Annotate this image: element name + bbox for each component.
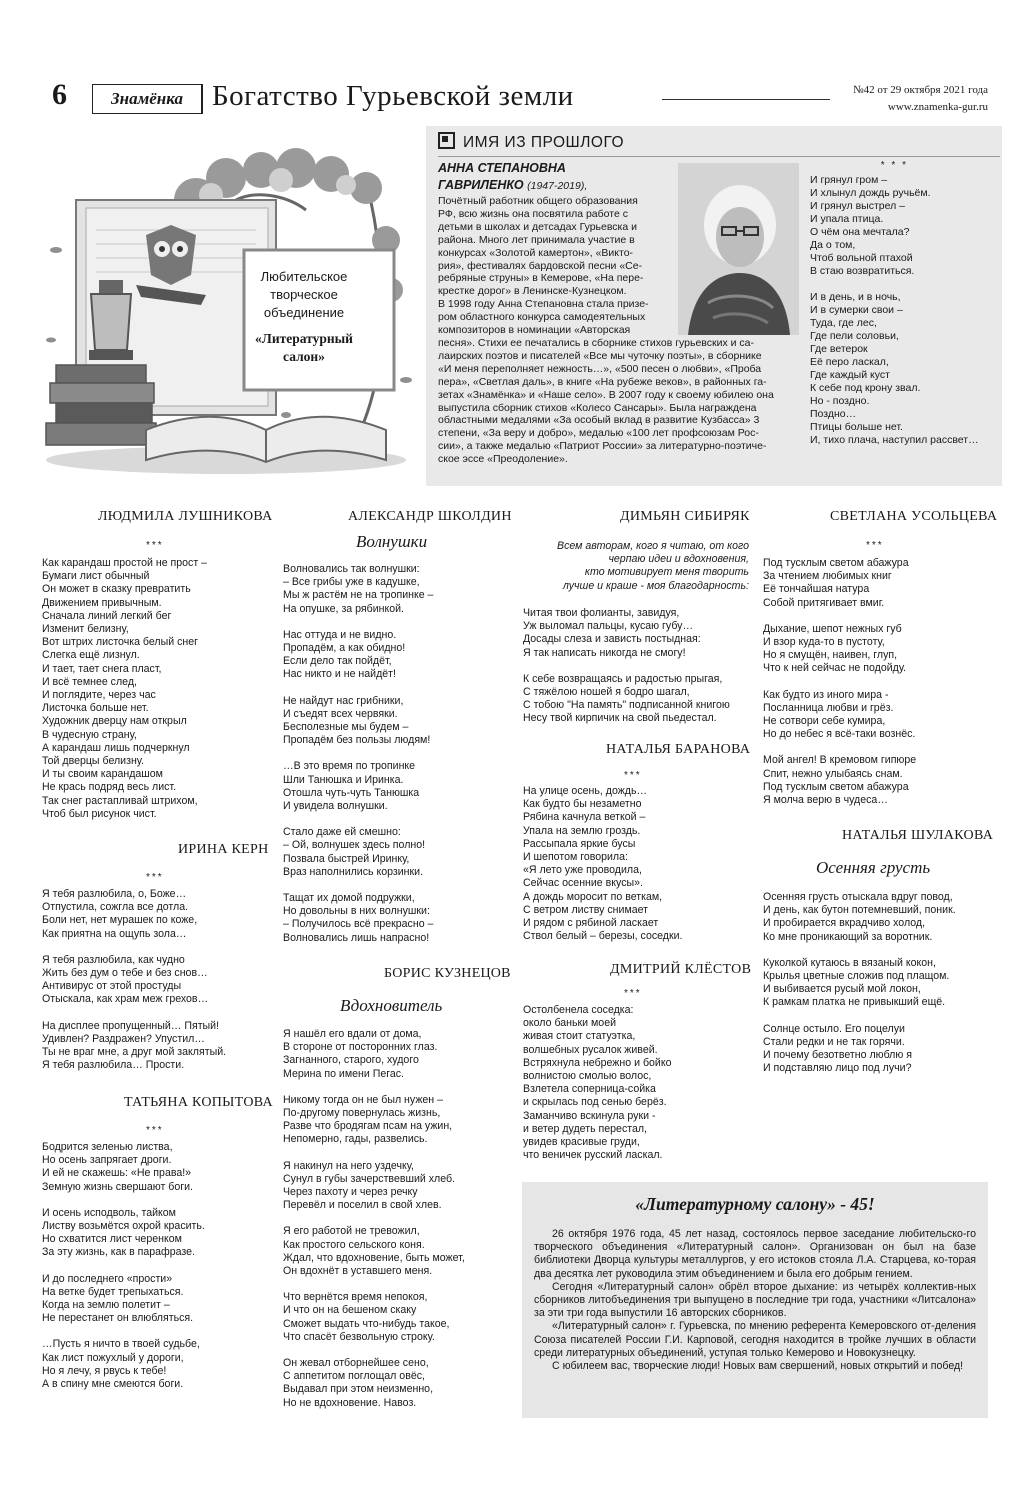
poem-line: Крылья цветные сложив под плащом. xyxy=(763,970,950,983)
poem-stanza xyxy=(42,1141,264,1194)
poem-stars: *** xyxy=(146,872,164,883)
poem-text xyxy=(283,1028,505,1423)
poem-line: Где каждый куст xyxy=(810,369,890,381)
text-line: рия», фестивалях бардовской песни «Се- xyxy=(438,259,643,272)
poem-line: Рассыпала яркие бусы xyxy=(523,837,636,850)
poem-line: И взор куда-то в пустоту, xyxy=(763,636,885,649)
text-line: лаирских поэтов и писателей «Все мы чуточку поэты», в сборнике xyxy=(438,349,762,362)
poem-line: С тяжёлою ношей я бодро шагал, xyxy=(523,686,690,699)
poem-line: Туда, где лес, xyxy=(810,317,877,329)
poem-line: Сунул в губы зачерствевший хлеб. xyxy=(283,1172,455,1185)
poem-line: Через пахоту и через речку xyxy=(283,1186,418,1199)
poem-line: – Ой, волнушек здесь полно! xyxy=(283,839,426,852)
poem-line: Как будто бы незаметно xyxy=(523,798,642,811)
poem-stanza xyxy=(283,1225,505,1278)
poem-line: С ветром листву снимает xyxy=(523,903,649,916)
poem-text xyxy=(523,1004,749,1175)
poem-line: За эту жизнь, как в парафразе. xyxy=(42,1246,196,1259)
poem-line: Враз наполнились корзинки. xyxy=(283,865,424,878)
author-name: БОРИС КУЗНЕЦОВ xyxy=(384,966,511,981)
poem-stanza xyxy=(810,174,998,278)
poem-line: Чтоб вольной птахой xyxy=(810,252,913,264)
poem-line: Как приятна на ощупь зола… xyxy=(42,927,187,940)
poem-text xyxy=(763,891,991,1088)
poem-text xyxy=(42,888,264,1085)
poem-line: И в сумерки свои – xyxy=(810,304,903,316)
poem-line: Загнанного, старого, худого xyxy=(283,1054,419,1067)
poem-line: Куколкой кутаюсь в вязаный кокон, xyxy=(763,956,936,969)
text-line: Всем авторам, кого я читаю, от кого xyxy=(557,540,749,552)
caption-line: объединение xyxy=(263,305,345,320)
poem-line: И хлынул дождь ручьём. xyxy=(810,187,931,199)
poem-line: Пропадём без пользы людям! xyxy=(283,734,431,747)
poem-line: К себе возвращаясь и радостью прыгая, xyxy=(523,672,723,685)
poem-stanza xyxy=(42,1207,264,1260)
poem-line: волнистою смолью волос, xyxy=(523,1070,652,1083)
poem-line: И поглядите, через час xyxy=(42,689,156,702)
poem-line: С аппетитом поглощал овёс, xyxy=(283,1370,425,1383)
poem-line: Что спасёт безвольную строку. xyxy=(283,1330,435,1343)
poem-line: И съедят всех червяки. xyxy=(283,707,398,720)
poem-line: Он вдохнёт в уставшего меня. xyxy=(283,1265,433,1278)
poem-text xyxy=(42,557,262,834)
poem-line: Когда на землю полетит – xyxy=(42,1299,170,1312)
poem-stanza xyxy=(283,1291,505,1344)
poem-line: Бесполезные мы будем – xyxy=(283,721,409,734)
poem-line: Не сотвори себе кумира, xyxy=(763,715,886,728)
text-line: ское эссе «Преодоление». xyxy=(438,453,568,466)
anniversary-paragraph: 26 октября 1976 года, 45 лет назад, состоялось первое заседание любительско-го творческого объединения «Литературный салон». Организован он был на базе библиотеки Дворца культуры металлургов, у его истоков стояла Л.А. Старцева, ко-торая два десятка лет руководила этим объединением и была его добрым гением. xyxy=(534,1228,976,1280)
poem-line: Собой притягивает вмиг. xyxy=(763,596,885,609)
poem-line: Я тебя разлюбила… Прости. xyxy=(42,1059,185,1072)
anniversary-text xyxy=(534,1228,976,1373)
text-line: сии», а также медалью «Патриот России» за литературно-поэтиче- xyxy=(438,440,767,453)
poem-line: И упала птица. xyxy=(810,213,884,225)
poem-line: Вот штрих листочка белый снег xyxy=(42,636,198,649)
poem-stanza xyxy=(283,1028,505,1081)
poem-line: Уж выломал пальцы, кусаю губу… xyxy=(523,620,694,633)
poem-line: и скрылась под сенью берёз. xyxy=(523,1096,667,1109)
poem-stanza xyxy=(283,826,505,879)
poem-stars: *** xyxy=(146,540,164,551)
poem-line: На опушке, за рябинкой. xyxy=(283,602,404,615)
poem-line: Но я смущён, наивен, глуп, xyxy=(763,649,898,662)
poem-line: Выдавал при этом неизменно, xyxy=(283,1383,434,1396)
person-years: (1947-2019), xyxy=(527,180,588,192)
poem-line: Рябина качнула веткой – xyxy=(523,811,646,824)
poem-line: Я так написать никогда не смогу! xyxy=(523,646,686,659)
poem-line: Но не вдохновение. Навоз. xyxy=(283,1396,417,1409)
poem-line: Перевёл и поселил в свой хлев. xyxy=(283,1199,442,1212)
author-name: СВЕТЛАНА УСОЛЬЦЕВА xyxy=(830,509,998,524)
poem-stanza xyxy=(42,1273,264,1326)
poem-line: На ветке будет трепыхаться. xyxy=(42,1285,184,1298)
club-name-line: салон» xyxy=(283,349,325,364)
author-name: ЛЮДМИЛА ЛУШНИКОВА xyxy=(98,509,273,524)
poem-line: В стаю возвратиться. xyxy=(810,265,915,277)
poem-line: Мой ангел! В кремовом гипюре xyxy=(763,754,917,767)
anniversary-paragraph: Сегодня «Литературный салон» обрёл второе дыхание: из четырёх коллектив-ных сборников литобъединения три выпущено в последние три года, участники «Литсалона» за эти три года выпустили 16 авторских сборников. xyxy=(534,1280,976,1320)
poem-stanza xyxy=(763,689,991,742)
poem-line: Нас никто и не найдёт! xyxy=(283,668,396,681)
poem-line: Стали редки и не так горячи. xyxy=(763,1035,905,1048)
author-name: АЛЕКСАНДР ШКОЛДИН xyxy=(348,509,512,524)
poem-line: Под тусклым светом абажура xyxy=(763,557,909,569)
name-box-heading xyxy=(438,132,624,152)
poem-line: Спит, нежно улыбаясь снам. xyxy=(763,767,903,780)
poem-line: Движением привычным. xyxy=(42,596,162,609)
anniversary-paragraph: «Литературный салон» г. Гурьевска, по мнению референта Кемеровского от-деления Союза писателей России Г.И. Карповой, сегодня находится в тройке лучших в области среди литературных объединений, уступая только Кемерово и Новокузнецку. xyxy=(534,1320,976,1359)
poem-line: Листву возьмётся охрой красить. xyxy=(42,1220,205,1233)
poem-line: Он жевал отборнейшее сено, xyxy=(283,1357,429,1370)
poem-line: Остолбенела соседка: xyxy=(523,1004,634,1016)
poem-line: Непомерно, гады, развелись. xyxy=(283,1133,428,1146)
poem-line: С тобою "На память" подписанной книгою xyxy=(523,699,730,712)
poem-stanza xyxy=(523,1004,749,1162)
poem-stars: *** xyxy=(624,770,642,781)
text-line: ребряные струны» в Кемерове, «На пере- xyxy=(438,272,644,285)
poem-line: Жить без дум о тебе и без снов… xyxy=(42,967,208,980)
poem-line: А дождь моросит по веткам, xyxy=(523,890,663,903)
poem-line: И ей не скажешь: «Не права!» xyxy=(42,1167,192,1180)
poem-line: Он может в сказку превратить xyxy=(42,583,191,596)
poem-line: И грянул выстрел – xyxy=(810,200,905,212)
poem-line: …Пусть я ничто в твоей судьбе, xyxy=(42,1338,200,1351)
text-line: кто мотивирует меня творить xyxy=(584,566,749,579)
bio-poem xyxy=(810,174,998,460)
poem-line: Я тебя разлюбила, о, Боже… xyxy=(42,888,187,900)
poem-stanza xyxy=(763,557,991,610)
poem-line: Так снег растапливай штрихом, xyxy=(42,794,198,807)
bio-text-bottom xyxy=(438,337,800,466)
poem-stanza xyxy=(42,954,264,1007)
text-line: Почётный работник общего образования xyxy=(438,195,638,207)
bio-person-name xyxy=(438,160,668,195)
text-line: «И меня переполняет нежность…», «500 песен о любви», «Проба xyxy=(438,362,762,375)
poem-line: Разве что бродягам псам на ужин, xyxy=(283,1120,453,1133)
poem-stanza xyxy=(283,629,505,682)
poem-title: Осенняя грусть xyxy=(816,858,931,877)
poem-line: Ствол белый – березы, соседки. xyxy=(523,930,683,943)
author-name: ТАТЬЯНА КОПЫТОВА xyxy=(124,1095,273,1110)
poem-line: Встряхнула небрежно и бойко xyxy=(523,1056,672,1069)
poem-line: Ты не враг мне, а друг мой заклятый. xyxy=(42,1046,227,1059)
text-line: областными медалями «За особый вклад в развитие Кузбасса» 3 xyxy=(438,414,760,427)
poem-line: По-другому повернулась жизнь, xyxy=(283,1107,441,1120)
poem-stars: *** xyxy=(624,988,642,999)
poem-stanza xyxy=(283,695,505,748)
poem-text xyxy=(523,607,749,739)
poem-stanza xyxy=(42,1338,264,1391)
poem-line: Да о том, xyxy=(810,239,856,251)
newspaper-logo: Знамёнка xyxy=(92,84,203,114)
poem-line: Никому тогда он не был нужен – xyxy=(283,1093,443,1106)
poem-line: Мерина по имени Пегас. xyxy=(283,1067,404,1080)
poem-line: И грянул гром – xyxy=(810,174,888,186)
poem-line: Но до небес я всё-таки вознёс. xyxy=(763,728,916,741)
club-name-line: «Литературный xyxy=(255,331,353,346)
poem-line: Чтоб был рисунок чист. xyxy=(42,807,157,820)
poem-line: И подставляю лицо под лучи? xyxy=(763,1062,912,1075)
poem-line: Отыскала, как храм меж грехов… xyxy=(42,993,209,1006)
site-url: www.znamenka-gur.ru xyxy=(887,101,988,113)
page-number: 6 xyxy=(52,78,67,111)
section-title: Богатство Гурьевской земли xyxy=(212,80,574,112)
poem-stars: *** xyxy=(866,540,884,551)
poem-line: Пропадём, а как обидно! xyxy=(283,642,406,655)
text-line: композиторов в номинации «Авторская xyxy=(438,324,631,337)
poem-line: Отпустила, сожгла все дотла. xyxy=(42,901,189,914)
poem-line: Как лист пожухлый у дороги, xyxy=(42,1351,184,1364)
poem-line: Я молча верю в чудеса… xyxy=(763,794,888,807)
poem-stanza xyxy=(763,1023,991,1076)
poem-line: Её тончайшая натура xyxy=(763,583,870,596)
poem-line: Но осень запрягает дроги. xyxy=(42,1154,172,1167)
poem-line: Не перестанет он влюбляться. xyxy=(42,1312,194,1325)
poem-line: Где пели соловьи, xyxy=(810,330,899,342)
poem-text xyxy=(42,1141,264,1404)
bio-text-top xyxy=(438,195,670,337)
issue-info: №42 от 29 октября 2021 года xyxy=(853,84,988,96)
poem-line: Я накинул на него уздечку, xyxy=(283,1159,414,1172)
text-line: В 1998 году Анна Степановна стала призе- xyxy=(438,298,649,311)
text-line: крестке дорог» в Ленинске-Кузнецком. xyxy=(438,285,627,298)
poem-line: Сначала линий легкий бег xyxy=(42,609,172,622)
poem-line: Но довольны в них волнушки: xyxy=(283,905,430,918)
author-name: НАТАЛЬЯ БАРАНОВА xyxy=(606,742,751,757)
poem-stanza xyxy=(763,891,991,944)
poem-stars: *** xyxy=(146,1125,164,1136)
poem-line: Но - поздно. xyxy=(810,395,870,407)
poem-line: И что он на бешеном скаку xyxy=(283,1304,417,1317)
poem-line: Бумаги лист обычный xyxy=(42,570,150,583)
poem-line: Досады слеза и зависть постыдная: xyxy=(523,633,701,646)
poem-line: Осенняя грусть отыскала вдруг повод, xyxy=(763,891,953,903)
poem-line: Заманчиво вскинула руки - xyxy=(523,1109,656,1122)
text-line: пера», «Светлая даль», в книге «На рубеже веков», в районных га- xyxy=(438,375,767,388)
poem-stanza xyxy=(283,1357,505,1410)
poem-line: Волновались так волнушки: xyxy=(283,563,420,575)
poem-stanza xyxy=(283,760,505,813)
header-divider xyxy=(662,99,830,100)
poem-line: На улице осень, дождь… xyxy=(523,785,648,797)
poem-line: Художник дверцу нам открыл xyxy=(42,715,187,728)
poem-stanza xyxy=(42,557,262,821)
poem-line: Читая твои фолианты, завидуя, xyxy=(523,607,680,619)
anniversary-title: «Литературному салону» - 45! xyxy=(635,1194,875,1214)
poem-line: И в день, и в ночь, xyxy=(810,291,901,303)
poem-line: увидев красивые груди, xyxy=(523,1136,640,1149)
poem-line: Бодрится зеленью листва, xyxy=(42,1141,173,1153)
poem-stanza xyxy=(283,892,505,945)
poem-stanza xyxy=(763,623,991,676)
poem-line: Упала на землю гроздь. xyxy=(523,824,641,837)
poem-line: Дыхание, шепот нежных губ xyxy=(763,622,902,635)
poem-line: что веничек русский ласкал. xyxy=(523,1149,663,1162)
poem-line: – Получилось всё прекрасно – xyxy=(283,918,434,931)
poem-text xyxy=(523,785,749,956)
poem-line: Что к ней сейчас не подойду. xyxy=(763,662,906,675)
poem-line: Тащат их домой подружки, xyxy=(283,892,415,905)
poem-line: около баньки моей xyxy=(523,1017,617,1030)
poem-title: Волнушки xyxy=(356,532,428,551)
poem-line: Я тебя разлюбила, как чудно xyxy=(42,953,185,966)
poem-line: Поздно… xyxy=(810,408,857,420)
poem-text xyxy=(283,563,505,958)
poem-line: Той дверцы белизну. xyxy=(42,755,144,768)
poem-stanza xyxy=(763,754,991,807)
author-name: ИРИНА КЕРН xyxy=(178,842,269,857)
poem-line: Не найдут нас грибники, xyxy=(283,694,404,707)
poem-line: И осень исподволь, тайком xyxy=(42,1206,176,1219)
poem-line: Если дело так пойдёт, xyxy=(283,655,392,668)
text-line: степени, «За веру и добро», медалью «100 лет профсоюзам Рос- xyxy=(438,427,759,440)
poem-line: и ветер дудеть перестал, xyxy=(523,1122,647,1135)
poem-line: Птицы больше нет. xyxy=(810,421,903,433)
poem-line: И рядом с рябиной ласкает xyxy=(523,917,659,930)
poem-line: И день, как бутон потемневший, поник. xyxy=(763,904,956,917)
poem-line: – Все грибы уже в кадушке, xyxy=(283,576,420,589)
text-line: черпаю идеи и вдохновения, xyxy=(608,553,749,566)
poem-line: И тает, тает снега пласт, xyxy=(42,662,162,675)
caption-line: творческое xyxy=(270,287,338,302)
poem-line: Её перо ласкал, xyxy=(810,356,889,368)
poem-stars: * * * xyxy=(880,160,908,171)
poem-line: Нас оттуда и не видно. xyxy=(283,628,397,641)
poem-epigraph xyxy=(523,540,749,593)
poem-line: Листочка больше нет. xyxy=(42,702,149,715)
poem-line: Ждал, что вдохновение, быть может, xyxy=(283,1251,465,1264)
poem-line: Я нашёл его вдали от дома, xyxy=(283,1028,422,1040)
text-line: песня». Стихи ее печатались в сборнике стихов гурьевских и са- xyxy=(438,337,755,349)
club-caption xyxy=(248,268,360,366)
poem-title: Вдохновитель xyxy=(340,996,443,1015)
poem-line: волшебных русалок живей. xyxy=(523,1043,658,1056)
poem-line: Я его работой не тревожил, xyxy=(283,1225,420,1238)
poem-text xyxy=(763,557,991,820)
text-line: района. Много лет принимала участие в xyxy=(438,233,635,246)
person-name-line: ГАВРИЛЕНКО xyxy=(438,178,524,192)
poem-line: Сейчас осенние вкусы». xyxy=(523,877,643,890)
poem-line: И до последнего «прости» xyxy=(42,1272,173,1285)
poem-stanza xyxy=(810,291,998,447)
poem-stanza xyxy=(523,785,749,943)
poem-line: И ты своим карандашом xyxy=(42,768,163,781)
poem-line: Стало даже ей смешно: xyxy=(283,826,401,839)
poem-line: Изменит белизну, xyxy=(42,623,129,636)
poem-line: К рамкам платка не привыкший ещё. xyxy=(763,996,946,1009)
poem-stanza xyxy=(523,673,749,726)
poem-line: И пробирается вкрадчиво холод, xyxy=(763,917,926,930)
poem-line: Взлетела соперница-сойка xyxy=(523,1083,656,1096)
poem-line: За чтением любимых книг xyxy=(763,570,892,583)
poem-line: …В это время по тропинке xyxy=(283,760,416,773)
text-line: выпустила сборник стихов «Колесо Сансары». Была награждена xyxy=(438,401,757,414)
poem-line: К себе под крону звал. xyxy=(810,382,921,394)
author-name: ДМИТРИЙ КЛЁСТОВ xyxy=(610,962,752,977)
poem-line: Под тусклым светом абажура xyxy=(763,780,909,793)
poem-line: Солнце остыло. Его поцелуи xyxy=(763,1022,905,1035)
poem-line: И, тихо плача, наступил рассвет… xyxy=(810,434,979,446)
anniversary-paragraph: С юбилеем вас, творческие люди! Новых вам свершений, новых открытий и побед! xyxy=(552,1360,964,1373)
poem-line: Боли нет, нет мурашек по коже, xyxy=(42,914,198,927)
poem-line: Позвала быстрей Иринку, xyxy=(283,852,410,865)
poem-stanza xyxy=(523,607,749,660)
poem-line: Шли Танюшка и Иринка. xyxy=(283,773,404,786)
poem-line: «Я лето уже проводила, xyxy=(523,864,642,877)
poem-line: Несу твой кирпичик на свой пьедестал. xyxy=(523,712,717,725)
name-box-title: ИМЯ ИЗ ПРОШЛОГО xyxy=(463,134,625,151)
poem-line: живая стоит статуэтка, xyxy=(523,1030,636,1043)
poem-stanza xyxy=(283,563,505,616)
poem-line: Но схватится лист черенком xyxy=(42,1233,182,1246)
text-line: детьми в школах и детсадах Гурьевска и xyxy=(438,220,638,233)
poem-line: И увидела волнушки. xyxy=(283,800,388,813)
poem-line: На дисплее пропущенный… Пятый! xyxy=(42,1019,220,1032)
poem-line: А в спину мне смеются боги. xyxy=(42,1378,184,1391)
poem-line: Где ветерок xyxy=(810,343,868,355)
poem-line: Посланница любви и грёз. xyxy=(763,701,894,714)
poem-stanza xyxy=(763,957,991,1010)
poem-stanza xyxy=(283,1094,505,1147)
poem-line: Земную жизнь свершают боги. xyxy=(42,1180,193,1193)
poem-line: Антивирус от этой простуды xyxy=(42,980,182,993)
poem-line: Ко мне проникающий за воротник. xyxy=(763,930,933,943)
poem-line: Мы ж растём не на тропинке – xyxy=(283,589,434,602)
poem-line: Сможет выдать что-нибудь такое, xyxy=(283,1317,450,1330)
person-name-line: АННА СТЕПАНОВНА xyxy=(438,161,566,175)
name-box-divider xyxy=(438,156,1000,157)
text-line: конкурсах «Золотой камертон», «Викто- xyxy=(438,246,634,259)
portrait-photo xyxy=(678,163,799,335)
poem-line: Волновались лишь напрасно! xyxy=(283,931,430,944)
poem-stanza xyxy=(42,1020,264,1073)
poem-line: А карандаш лишь подчеркнул xyxy=(42,741,190,754)
literary-salon-illustration xyxy=(36,140,424,480)
poem-line: О чём она мечтала? xyxy=(810,226,910,238)
poem-line: И всё темнее след, xyxy=(42,675,137,688)
poem-stanza xyxy=(42,888,264,941)
text-line: лучше и краше - моя благодарность: xyxy=(562,579,749,592)
text-line: зетах «Знамёнка» и «Наше село». В 2007 году к своему юбилею она xyxy=(438,388,774,401)
poem-line: В чудесную страну, xyxy=(42,728,137,741)
club-name xyxy=(248,330,360,366)
author-name: ДИМЬЯН СИБИРЯК xyxy=(620,509,750,524)
poem-line: В стороне от посторонних глаз. xyxy=(283,1041,438,1054)
poem-stanza xyxy=(283,1160,505,1213)
caption-line: Любительское xyxy=(260,269,348,284)
poem-line: И шепотом говорила: xyxy=(523,851,628,864)
poem-line: Удивлен? Раздражен? Упустил… xyxy=(42,1032,205,1045)
text-line: РФ, всю жизнь она посвятила работе с xyxy=(438,207,628,220)
poem-line: Как карандаш простой не прост – xyxy=(42,557,208,569)
poem-line: Отошла чуть-чуть Танюшка xyxy=(283,786,420,799)
poem-line: Не крась подряд весь лист. xyxy=(42,781,177,794)
poem-line: Как простого сельского коня. xyxy=(283,1238,425,1251)
poem-line: Но я лечу, я рвусь к тебе! xyxy=(42,1364,167,1377)
checkbox-square-icon xyxy=(438,132,455,149)
author-name: НАТАЛЬЯ ШУЛАКОВА xyxy=(842,828,994,843)
poem-line: И выбивается русый мой локон, xyxy=(763,983,921,996)
poem-line: Как будто из иного мира - xyxy=(763,688,889,701)
poem-line: Слегка ещё лизнул. xyxy=(42,649,140,662)
poem-line: Что вернётся время непокоя, xyxy=(283,1291,428,1304)
text-line: ром областного конкурса самодеятельных xyxy=(438,311,646,324)
poem-line: И почему безответно люблю я xyxy=(763,1049,912,1062)
